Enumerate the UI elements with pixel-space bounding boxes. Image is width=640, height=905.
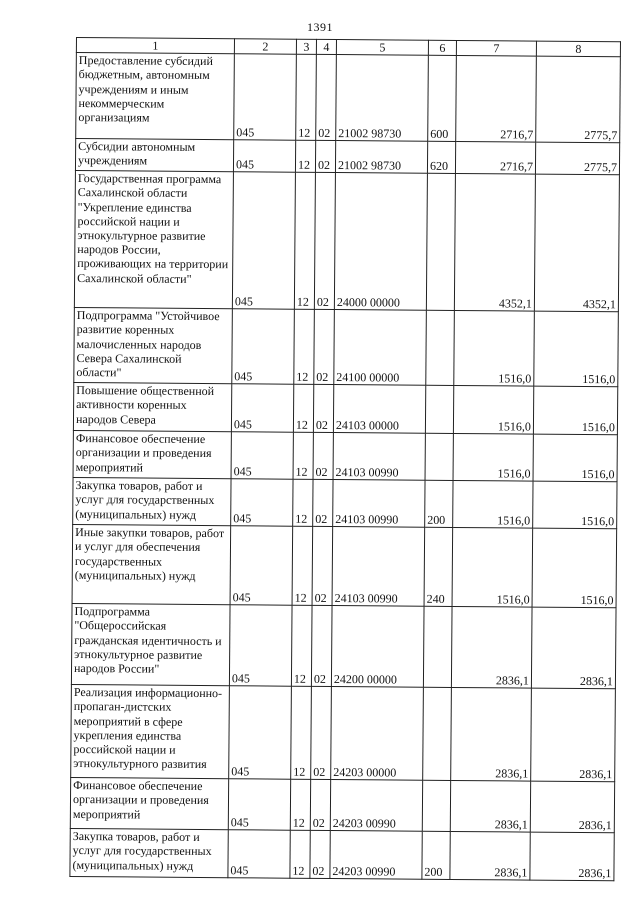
amount-col8: 1516,0 xyxy=(533,386,617,435)
amount-col8: 2836,1 xyxy=(531,688,616,782)
subsection-code: 02 xyxy=(316,55,337,141)
column-header: 2 xyxy=(234,39,296,55)
expense-type-code xyxy=(423,687,452,780)
section-code: 12 xyxy=(290,830,310,878)
amount-col7: 1516,0 xyxy=(453,386,533,435)
expense-type-code xyxy=(426,173,455,310)
column-header: 5 xyxy=(336,40,428,56)
section-code: 12 xyxy=(294,309,315,384)
table-row xyxy=(74,308,619,387)
subsection-code: 02 xyxy=(312,527,333,606)
expense-type-code xyxy=(422,780,450,831)
expense-type-code xyxy=(423,606,452,687)
amount-col8: 1516,0 xyxy=(534,311,619,387)
subsection-code: 02 xyxy=(311,606,332,687)
expense-type-code: 620 xyxy=(427,141,455,173)
column-header: 8 xyxy=(536,41,620,57)
row-name: Повышение общественной активности коренных народов Севера xyxy=(73,383,231,432)
ministry-code: 045 xyxy=(228,830,290,878)
table-row xyxy=(73,383,617,435)
amount-col7: 2836,1 xyxy=(450,781,530,833)
amount-col8: 2836,1 xyxy=(530,832,614,881)
column-header: 3 xyxy=(296,39,316,54)
amount-col8: 2775,7 xyxy=(536,56,621,143)
subsection-code: 02 xyxy=(315,141,335,173)
page-number: 1391 xyxy=(307,20,333,34)
section-code: 12 xyxy=(292,526,313,605)
target-article-code: 24103 00000 xyxy=(333,385,425,434)
table-row xyxy=(70,829,614,881)
row-name: Закупка товаров, работ и услуг для государственных (муниципальных) нужд xyxy=(70,829,228,878)
amount-col8: 1516,0 xyxy=(533,481,617,529)
table-row xyxy=(70,778,614,833)
table-row xyxy=(74,171,619,312)
amount-col7: 1516,0 xyxy=(454,311,535,387)
subsection-code: 02 xyxy=(313,480,333,527)
target-article-code: 24103 00990 xyxy=(333,433,425,481)
column-header: 1 xyxy=(76,38,234,54)
section-code: 12 xyxy=(295,140,315,172)
section-code: 12 xyxy=(290,779,310,830)
amount-col8: 2836,1 xyxy=(530,781,614,833)
expense-type-code: 200 xyxy=(425,480,453,527)
target-article-code: 24100 00000 xyxy=(334,310,427,386)
target-article-code: 21002 98730 xyxy=(336,55,429,142)
table-row xyxy=(73,431,617,482)
budget-table xyxy=(69,37,621,881)
target-article-code: 24203 00990 xyxy=(330,831,422,880)
row-name: Закупка товаров, работ и услуг для государственных (муниципальных) нужд xyxy=(73,478,231,526)
amount-col7: 2836,1 xyxy=(451,607,532,689)
section-code: 12 xyxy=(296,54,317,140)
ministry-code: 045 xyxy=(232,172,295,309)
row-name: Иные закупки товаров, работ и услуг для обеспечения государственных (муниципальных) нужд xyxy=(72,525,231,605)
ministry-code: 045 xyxy=(231,432,293,479)
subsection-code: 02 xyxy=(313,385,333,433)
expense-type-code: 240 xyxy=(424,527,453,606)
column-header: 4 xyxy=(316,39,336,54)
table-row xyxy=(76,53,621,143)
amount-col8: 1516,0 xyxy=(532,528,617,608)
expense-type-code xyxy=(425,385,453,433)
amount-col7: 1516,0 xyxy=(452,528,533,608)
row-name: Подпрограмма "Устойчивое развитие коренных малочисленных народов Севера Сахалинской области" xyxy=(74,308,233,384)
ministry-code: 045 xyxy=(231,384,293,432)
row-name: Подпрограмма "Общероссийская гражданская идентичность и этнокультурное развитие народов России" xyxy=(71,604,230,686)
target-article-code: 24203 00990 xyxy=(330,780,422,832)
subsection-code: 02 xyxy=(314,173,335,310)
section-code: 12 xyxy=(291,686,312,779)
table-row xyxy=(71,604,616,689)
subsection-code: 02 xyxy=(313,433,333,480)
ministry-code: 045 xyxy=(234,54,297,140)
row-name: Субсидии автономным учреждениям xyxy=(75,139,233,172)
expense-type-code xyxy=(426,310,455,385)
ministry-code: 045 xyxy=(232,309,295,384)
target-article-code: 24103 00990 xyxy=(332,527,425,607)
row-name: Финансовое обеспечение организации и проведения мероприятий xyxy=(70,778,228,830)
section-code: 12 xyxy=(294,172,315,309)
amount-col7: 2716,7 xyxy=(455,142,535,175)
table-row xyxy=(72,525,617,608)
amount-col7: 1516,0 xyxy=(453,481,533,529)
row-name: Реализация информационно-пропаган-дистских мероприятий в сфере укрепления единства российской нации и этнокультурного развития xyxy=(71,685,230,779)
row-name: Финансовое обеспечение организации и проведения мероприятий xyxy=(73,431,231,479)
row-name: Государственная программа Сахалинской области "Укрепление единства российской нации и этнокультурное развитие народов России, проживающих на территории Сахалинской области" xyxy=(74,171,233,309)
target-article-code: 24203 00000 xyxy=(331,687,424,781)
section-code: 12 xyxy=(293,432,313,479)
amount-col7: 2716,7 xyxy=(456,56,537,143)
target-article-code: 24000 00000 xyxy=(334,173,427,311)
row-name: Предоставление субсидий бюджетным, автономным учреждениям и иным некоммерческим организациям xyxy=(76,53,235,140)
target-article-code: 24103 00990 xyxy=(333,480,425,528)
amount-col8: 1516,0 xyxy=(533,434,617,482)
amount-col8: 4352,1 xyxy=(534,174,619,312)
section-code: 12 xyxy=(293,479,313,526)
ministry-code: 045 xyxy=(230,526,293,605)
ministry-code: 045 xyxy=(231,479,293,526)
expense-type-code: 200 xyxy=(422,831,450,879)
ministry-code: 045 xyxy=(233,140,295,172)
ministry-code: 045 xyxy=(229,686,292,779)
subsection-code: 02 xyxy=(310,780,330,831)
table-row xyxy=(75,139,619,175)
amount-col7: 2836,1 xyxy=(450,832,530,881)
table-row xyxy=(73,478,617,529)
amount-col7: 4352,1 xyxy=(454,174,535,312)
table-row xyxy=(71,685,616,782)
subsection-code: 02 xyxy=(310,831,330,879)
column-header: 7 xyxy=(456,40,536,56)
target-article-code: 24200 00000 xyxy=(331,606,424,688)
subsection-code: 02 xyxy=(314,310,335,385)
section-code: 12 xyxy=(291,605,312,686)
column-header: 6 xyxy=(428,40,456,55)
ministry-code: 045 xyxy=(229,605,292,686)
section-code: 12 xyxy=(293,384,313,432)
subsection-code: 02 xyxy=(311,687,332,780)
amount-col7: 1516,0 xyxy=(453,434,533,482)
ministry-code: 045 xyxy=(228,779,290,830)
amount-col8: 2836,1 xyxy=(531,607,616,689)
amount-col7: 2836,1 xyxy=(451,688,532,782)
expense-type-code: 600 xyxy=(428,55,457,141)
amount-col8: 2775,7 xyxy=(535,142,619,175)
target-article-code: 21002 98730 xyxy=(335,141,427,174)
expense-type-code xyxy=(425,433,453,480)
